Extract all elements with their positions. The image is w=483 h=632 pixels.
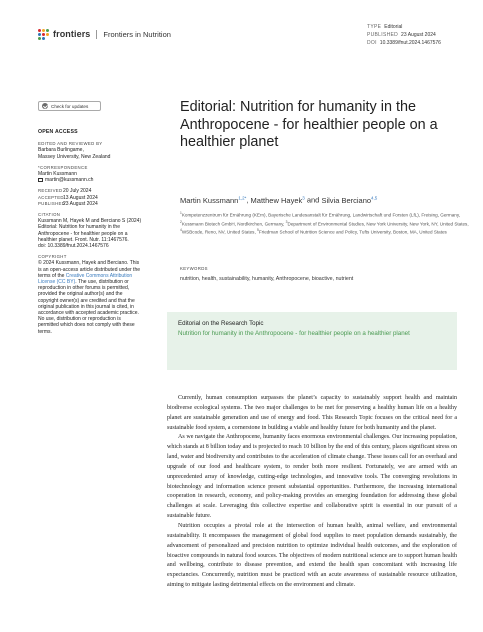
journal-name: Frontiers in Nutrition [103,29,171,39]
correspondence-block: *CORRESPONDENCE Martin Kussmann martin@kussmann.ch [38,165,168,184]
paragraph: Nutrition occupies a pivotal role at the intersection of human health, animal welfare, and environmental sustainability. It encompasses the management of global food supplies to meet population demands sustainably, the advancement of personalized and precision nutrition to optimize individual health outcomes, and the exploration of bioactive compounds in natural food sources. The objectives of modern nutritional science are to support human health and wellbeing, contribute to disease prevention, and extend the health span concomitant with increasing life expectancies. Concurrently, nutrition must be practiced with an acute awareness of sustainable resource utilization, aiming to mitigate lasting detrimental effects on the environment and climate. [167,522,457,589]
sidebar [38,129,168,340]
license-link[interactable]: Creative Commons Attribution [65,272,133,279]
open-access-label: OPEN ACCESS [38,129,78,135]
logo-separator [96,30,97,39]
paragraph: Currently, human consumption surpasses the planet’s capacity to sustainably support health and maintain biodiverse ecological systems. The two major challenges to be met for preserving a healthy human life on a healthy planet are sustainable generation and use of energy and food. This Research Topic focuses on the critical need for a sustainable food system, a cornerstone in building a viable and healthy future for both humanity and the planet. [167,395,457,431]
meta-doi: DOI 10.3389/fnut.2024.1467576 [367,40,441,46]
research-topic-heading: Editorial on the Research Topic [178,320,264,327]
mail-icon [38,178,43,182]
license-link-cont[interactable]: License (CC BY) [38,279,76,286]
keywords: nutrition, health, sustainability, humanity, Anthropocene, bioactive, nutrient [180,276,354,282]
article-title: Editorial: Nutrition for humanity in the Anthropocene - for healthier people on a healthier planet [180,99,438,150]
author[interactable]: Silvia Berciano$^{4,5}$ [321,195,378,205]
author[interactable]: Matthew Hayek$^3$ [250,195,305,205]
checkmark-icon [42,103,48,109]
paragraph: As we navigate the Anthropocene, humanity faces enormous environmental challenges. Our increasing population, which stands at 8 billion today and is projected to reach 10 billion by the end of this century, places significant stress on land, water and biodiversity and contributes to the acceleration of climate change. These issues call for an overhaul and upgrade of our food and healthcare system, to render both more resilient. Fortunately, we are armed with an unprecedented array of knowledge, cutting-edge technologies, and innovative tools. The converging revolutions in biotechnology and information science present substantial opportunities. Furthermore, the increasing international cooperation in research, economy, and policy-making provides an emerging foundation for addressing these global challenges at scale. Leveraging this collective expertise and collaborative spirit is essential in our pursuit of a sustainable future. [167,434,457,520]
research-topic-link[interactable]: Nutrition for humanity in the Anthropocene - for healthier people on a healthier planet [178,330,410,337]
copyright-block: COPYRIGHT © 2024 Kussmann, Hayek and Berciano. This is an open-access article distributed under the terms of the Creative Commons Attribution License (CC BY). The use, distribution or reproduction in other forums is permitted, provided the original author(s) and the copyright owner(s) are credited and that the original publication in this journal is cited, in accordance with accepted academic practice. No use, distribution or reproduction is permitted which does not comply with these terms. [38,254,141,335]
frontiers-logo-icon [38,29,49,39]
article-meta [367,23,441,47]
meta-type: TYPE Editorial [367,24,403,30]
research-topic-box [167,312,457,370]
author[interactable]: Martin Kussmann$^{1,2*}$ [180,195,247,205]
citation-block: CITATION Kussmann M, Hayek M and Berciano S (2024) Editorial: Nutrition for humanity in the Anthropocene - for healthier people on a healthier planet. Front. Nutr. 11:1467576. doi: 10.3389/fnut.2024.1467576 [38,212,142,250]
brand-name: frontiers [53,29,91,39]
correspondence-email[interactable]: martin@kussmann.ch [38,177,168,183]
meta-published: PUBLISHED 23 August 2024 [367,32,436,38]
keywords-heading: KEYWORDS [180,266,208,271]
check-updates-label: Check for updates [51,103,89,109]
brand-logo[interactable] [38,28,171,40]
article-body [167,394,457,591]
check-for-updates-button[interactable] [38,101,101,111]
dates-block: RECEIVED20 July 2024 ACCEPTED13 August 2024 PUBLISHED23 August 2024 [38,188,98,207]
affiliations: $^1$Kompetenzzentrum für Ernährung (KErn), Bayerische Landesanstalt für Ernährung, Landwirtschaft und Forsten (LfL), Freising, Germany, $^2$Kussmann Biotech GmbH, Nordkirchen, Germany, $^3$Department of Environmental Studies, New York University, New York, NY, United States, $^4$WSBcode, Reno, NV, United States, $^5$Friedman School of Nutrition Science and Policy, Tufts University, Boston, MA, United States [180,211,469,235]
author-list: Martin Kussmann$^{1,2*}$, Matthew Hayek$^3$ and Silvia Berciano$^{4,5}$ [180,195,378,205]
edited-by-block: EDITED AND REVIEWED BY Barbara Burlingame, Massey University, New Zealand [38,141,111,160]
